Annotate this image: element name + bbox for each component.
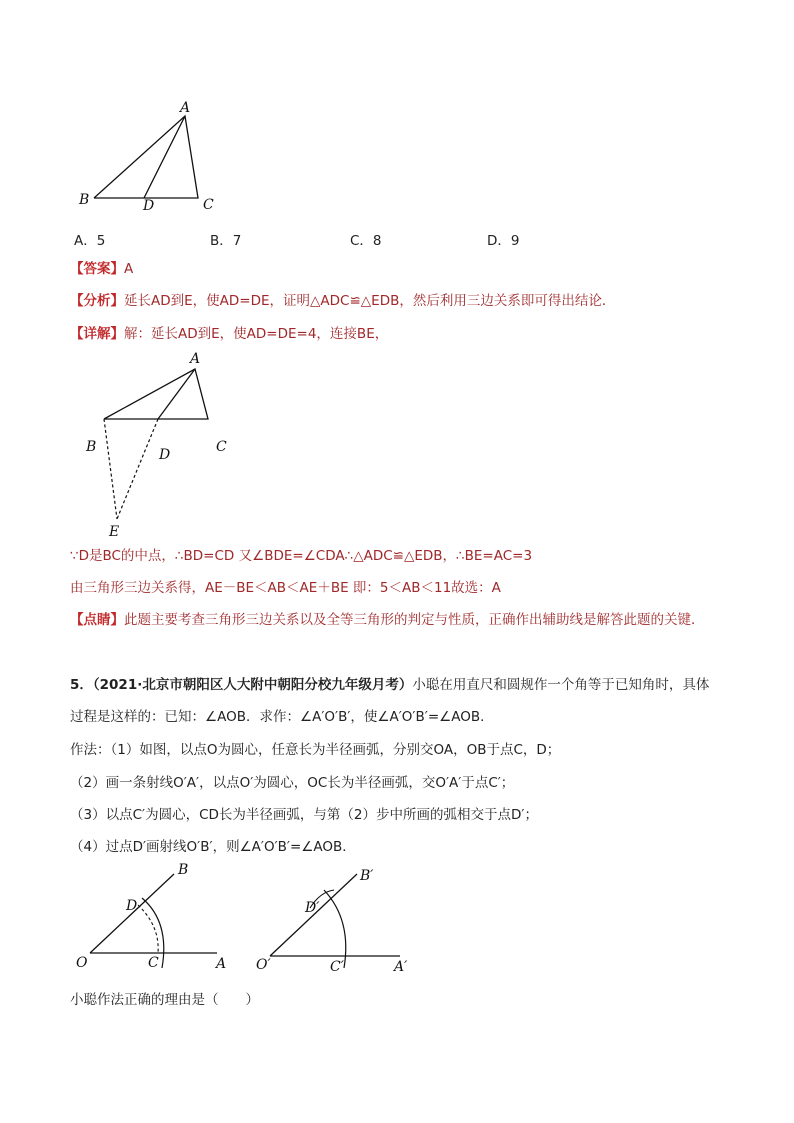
triangle-outline: [104, 369, 208, 419]
label-c-prime: C′: [330, 959, 344, 975]
answer-tag: 【答案】: [70, 261, 124, 277]
label-a-prime: A′: [394, 959, 408, 975]
label-d: D: [143, 198, 155, 214]
label-c: C: [203, 197, 214, 213]
label-o: O: [76, 955, 88, 971]
arc-dashed: [138, 905, 158, 953]
label-d-prime: D′: [305, 900, 320, 916]
analysis-tag: 【分析】: [70, 293, 124, 309]
label-o-prime: O′: [256, 957, 271, 973]
label-d: D: [126, 898, 138, 914]
label-e: E: [109, 524, 120, 540]
label-b: B: [86, 439, 97, 455]
question-5-step4: （4）过点D′画射线O′B′，则∠A′O′B′=∠AOB．: [70, 839, 356, 855]
label-c: C: [148, 955, 159, 971]
label-b-prime: B′: [360, 868, 374, 884]
question-5-line1: [70, 675, 709, 695]
label-c: C: [216, 439, 227, 455]
figure-extended-triangle: [80, 345, 250, 545]
segment-ad: [158, 369, 195, 419]
segment-de-dashed: [117, 419, 158, 519]
comment-line: [70, 610, 705, 630]
label-b: B: [79, 192, 90, 208]
reason-line: ∵D是BC的中点，∴BD=CD 又∠BDE=∠CDA∴△ADC≌△EDB，∴BE=AC=3: [70, 548, 533, 564]
option-a: A．5: [74, 233, 106, 249]
label-a: A: [190, 351, 201, 367]
option-b: B．7: [210, 233, 242, 249]
question-5-source: 5．（2021·北京市朝阳区人大附中朝阳分校九年级月考）: [70, 677, 413, 693]
segment-be-dashed: [104, 419, 117, 519]
analysis-line: [70, 291, 615, 311]
triangle-outline: [94, 116, 198, 198]
segment-ad: [144, 116, 185, 198]
detail-text: 解：延长AD到E，使AD=DE=4，连接BE，: [124, 326, 389, 342]
question-5-step1: 作法：（1）如图，以点O为圆心，任意长为半径画弧，分别交OA，OB于点C，D；: [70, 742, 561, 758]
label-b: B: [178, 862, 189, 878]
figure-angle-a-prime-o-prime-b-prime: [252, 860, 422, 975]
question-5-step3: （3）以点C′为圆心，CD长为半径画弧，与第（2）步中所画的弧相交于点D′；: [70, 807, 538, 823]
figure-angle-aob: [70, 860, 240, 975]
comment-text: 此题主要考查三角形三边关系以及全等三角形的判定与性质，正确作出辅助线是解答此题的关键．: [124, 612, 705, 628]
option-c: C．8: [350, 233, 382, 249]
figure-triangle-abc: [70, 100, 230, 215]
option-d: D．9: [487, 233, 520, 249]
answer-line: [70, 259, 133, 279]
label-d: D: [159, 447, 171, 463]
comment-tag: 【点睛】: [70, 612, 124, 628]
label-a: A: [180, 100, 191, 116]
detail-line: [70, 324, 388, 344]
question-5-prompt: 小聪作法正确的理由是（ ）: [70, 992, 259, 1008]
triangle-inequality-line: 由三角形三边关系得，AE－BE＜AB＜AE＋BE 即：5＜AB＜11故选：A: [70, 580, 501, 596]
question-5-line2: 过程是这样的：已知：∠AOB．求作：∠A′O′B′，使∠A′O′B′=∠AOB．: [70, 709, 494, 725]
analysis-text: 延长AD到E，使AD=DE，证明△ADC≌△EDB，然后利用三边关系即可得出结论．: [124, 293, 616, 309]
label-a: A: [216, 956, 227, 972]
question-5-text: 小聪在用直尺和圆规作一个角等于已知角时，具体: [412, 677, 710, 693]
question-5-step2: （2）画一条射线O′A′，以点O′为圆心，OC长为半径画弧，交O′A′于点C′；: [70, 775, 515, 791]
detail-tag: 【详解】: [70, 326, 124, 342]
answer-value: A: [124, 261, 134, 277]
